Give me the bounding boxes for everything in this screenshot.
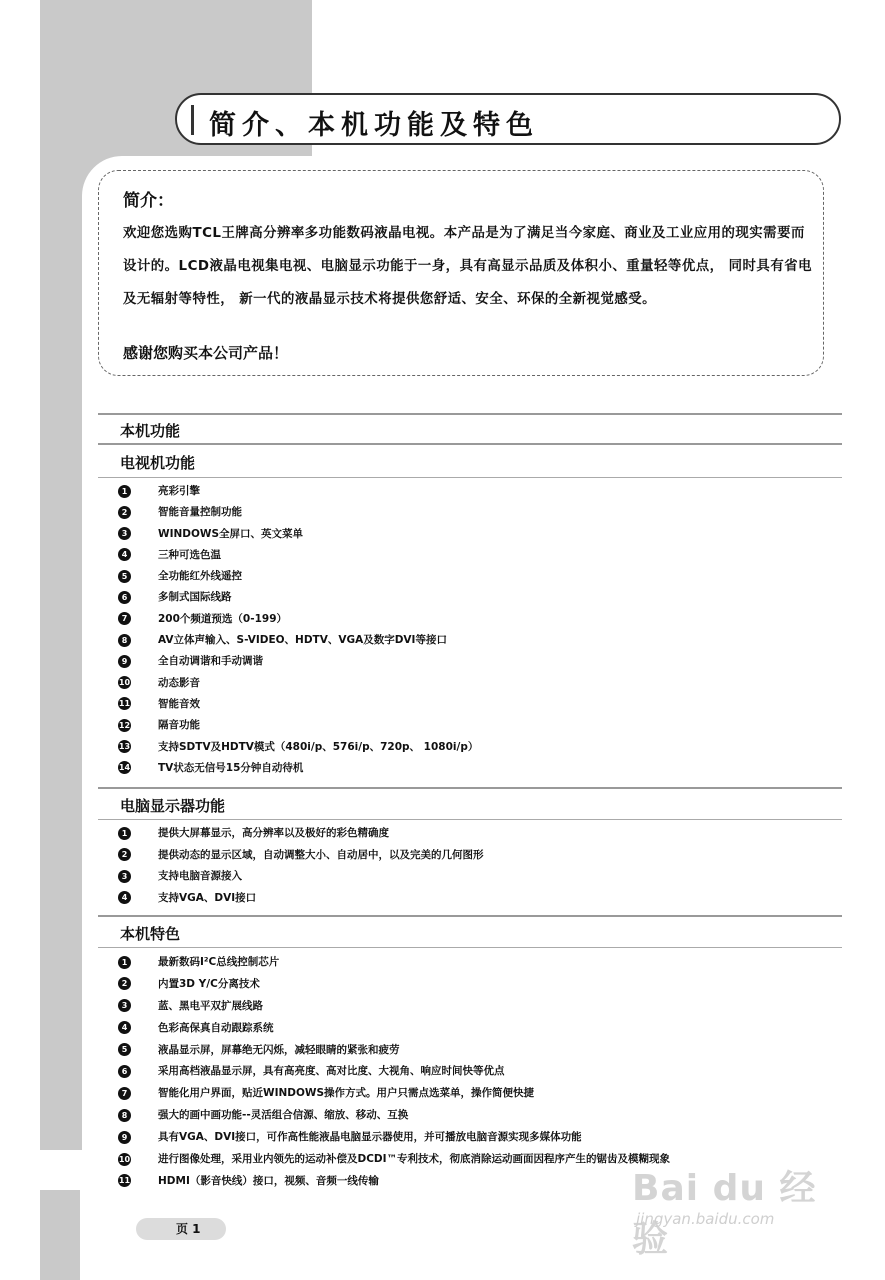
list-item — [118, 845, 484, 867]
list-item — [118, 1149, 670, 1171]
list-item — [118, 587, 478, 608]
section-rule — [98, 947, 842, 948]
list-item-text: 隔音功能 — [158, 719, 200, 732]
functions-heading: 本机功能 — [120, 422, 181, 440]
list-item — [118, 609, 478, 630]
list-item-text: 多制式国际线路 — [158, 591, 232, 604]
section-rule — [98, 443, 842, 445]
number-badge: 8 — [118, 634, 131, 647]
number-badge: 11 — [118, 699, 131, 709]
list-item-text: 200个频道预选（0-199） — [158, 612, 287, 625]
list-item-text: 智能音量控制功能 — [158, 506, 242, 519]
section-rule — [98, 413, 842, 415]
list-item — [118, 673, 478, 694]
list-item-text: 具有VGA、DVI接口，可作高性能液晶电脑显示器使用，并可播放电脑音源实现多媒体功能 — [158, 1131, 582, 1144]
list-item-text: 强大的画中画功能--灵活组合信源、缩放、移动、互换 — [158, 1109, 409, 1122]
list-item-text: 动态影音 — [158, 676, 200, 689]
list-item — [118, 823, 484, 845]
list-item — [118, 524, 478, 545]
number-badge: 2 — [118, 977, 131, 990]
page-number-tab — [136, 1218, 226, 1240]
section-rule — [98, 787, 842, 789]
number-badge: 9 — [118, 655, 131, 668]
section-rule — [98, 819, 842, 820]
list-item — [118, 1105, 670, 1127]
page-title: 简介、本机功能及特色 — [209, 110, 539, 141]
intro-body: 欢迎您选购TCL王牌高分辨率多功能数码液晶电视。本产品是为了满足当今家庭、商业及工业应用的现实需要而设计的。LCD液晶电视集电视、电脑显示功能于一身，具有高显示品质及体积小、重量轻等优点， 同时具有省电及无辐射等特性， 新一代的液晶显示技术将提供您舒适、安全、环保的全新视觉感受。 — [123, 226, 812, 307]
list-item-text: 智能化用户界面，贴近WINDOWS操作方式。用户只需点选菜单，操作简便快捷 — [158, 1087, 535, 1100]
list-item — [118, 651, 478, 672]
list-item — [118, 715, 478, 736]
number-badge: 3 — [118, 870, 131, 883]
list-item — [118, 481, 478, 502]
tv-heading: 电视机功能 — [120, 454, 196, 472]
list-item-text: 亮彩引擎 — [158, 485, 200, 497]
number-badge: 3 — [118, 999, 131, 1012]
title-tick-mark — [191, 105, 194, 135]
list-item-text: HDMI（影音快线）接口，视频、音频一线传输 — [158, 1174, 379, 1187]
section-rule — [98, 477, 842, 478]
watermark-url: jingyan.baidu.com — [636, 1210, 775, 1228]
number-badge: 11 — [118, 1176, 131, 1186]
list-item-text: WINDOWS全屏口、英文菜单 — [158, 527, 304, 540]
list-item — [118, 502, 478, 523]
number-badge: 12 — [118, 720, 131, 730]
list-item-text: AV立体声输入、S-VIDEO、HDTV、VGA及数字DVI等接口 — [158, 634, 447, 647]
number-badge: 6 — [118, 591, 131, 604]
list-item-text: 全功能红外线遥控 — [158, 570, 242, 583]
number-badge: 4 — [118, 548, 131, 561]
pc-heading: 电脑显示器功能 — [120, 797, 226, 815]
intro-thanks: 感谢您购买本公司产品！ — [123, 344, 289, 362]
list-item — [118, 737, 478, 758]
list-item — [118, 630, 478, 651]
title-box — [175, 93, 841, 145]
list-item-text: 进行图像处理，采用业内领先的运动补偿及DCDI™专利技术，彻底消除运动画面因程序产生的锯齿及模糊现象 — [158, 1153, 671, 1166]
list-item-text: 支持电脑音源接入 — [158, 870, 242, 882]
product-feature-list — [118, 952, 670, 1193]
number-badge: 1 — [118, 485, 131, 498]
list-item-text: 支持VGA、DVI接口 — [158, 891, 257, 904]
tv-feature-list — [118, 481, 478, 779]
number-badge: 4 — [118, 891, 131, 904]
number-badge: 2 — [118, 848, 131, 861]
list-item — [118, 1083, 670, 1105]
section-rule — [98, 915, 842, 917]
number-badge: 3 — [118, 527, 131, 540]
list-item-text: TV状态无信号15分钟自动待机 — [158, 761, 304, 774]
list-item-text: 内置3D Y/C分离技术 — [158, 977, 260, 990]
list-item-text: 液晶显示屏，屏幕绝无闪烁，减轻眼睛的紧张和疲劳 — [158, 1043, 400, 1056]
list-item-text: 提供大屏幕显示，高分辨率以及极好的彩色精确度 — [158, 827, 389, 839]
list-item — [118, 888, 484, 910]
list-item — [118, 566, 478, 587]
number-badge: 10 — [118, 678, 131, 688]
list-item — [118, 996, 670, 1018]
number-badge: 13 — [118, 742, 131, 752]
number-badge: 9 — [118, 1131, 131, 1144]
watermark-logo: Bai du 经验 — [632, 1168, 817, 1260]
pc-feature-list — [118, 823, 484, 909]
list-item — [118, 974, 670, 996]
list-item-text: 智能音效 — [158, 697, 200, 710]
number-badge: 8 — [118, 1109, 131, 1122]
list-item-text: 最新数码I²C总线控制芯片 — [158, 956, 280, 968]
baidu-watermark — [632, 1160, 832, 1260]
number-badge: 7 — [118, 612, 131, 625]
list-item — [118, 866, 484, 888]
list-item-text: 全自动调谐和手动调谐 — [158, 655, 263, 668]
list-item — [118, 1040, 670, 1062]
features-heading: 本机特色 — [120, 925, 181, 943]
number-badge: 10 — [118, 1154, 131, 1164]
list-item — [118, 694, 478, 715]
list-item — [118, 1061, 670, 1083]
list-item-text: 三种可选色温 — [158, 548, 221, 561]
number-badge: 2 — [118, 506, 131, 519]
number-badge: 6 — [118, 1065, 131, 1078]
number-badge: 14 — [118, 763, 131, 773]
number-badge: 5 — [118, 570, 131, 583]
list-item — [118, 1018, 670, 1040]
number-badge: 1 — [118, 827, 131, 840]
list-item-text: 提供动态的显示区域，自动调整大小、自动居中，以及完美的几何图形 — [158, 848, 484, 861]
list-item — [118, 545, 478, 566]
number-badge: 4 — [118, 1021, 131, 1034]
gray-corner-strip — [40, 1190, 80, 1280]
list-item — [118, 758, 478, 779]
list-item-text: 色彩高保真自动跟踪系统 — [158, 1021, 274, 1034]
intro-heading: 简介： — [123, 191, 174, 211]
page-number: 页 1 — [176, 1222, 201, 1236]
list-item-text: 支持SDTV及HDTV模式（480i/p、576i/p、720p、 1080i/p） — [158, 740, 479, 753]
number-badge: 5 — [118, 1043, 131, 1056]
number-badge: 1 — [118, 956, 131, 969]
number-badge: 7 — [118, 1087, 131, 1100]
list-item — [118, 1127, 670, 1149]
list-item-text: 采用高档液晶显示屏，具有高亮度、高对比度、大视角、响应时间快等优点 — [158, 1065, 505, 1078]
list-item-text: 蓝、黑电平双扩展线路 — [158, 999, 263, 1012]
list-item — [118, 952, 670, 974]
list-item — [118, 1171, 670, 1193]
